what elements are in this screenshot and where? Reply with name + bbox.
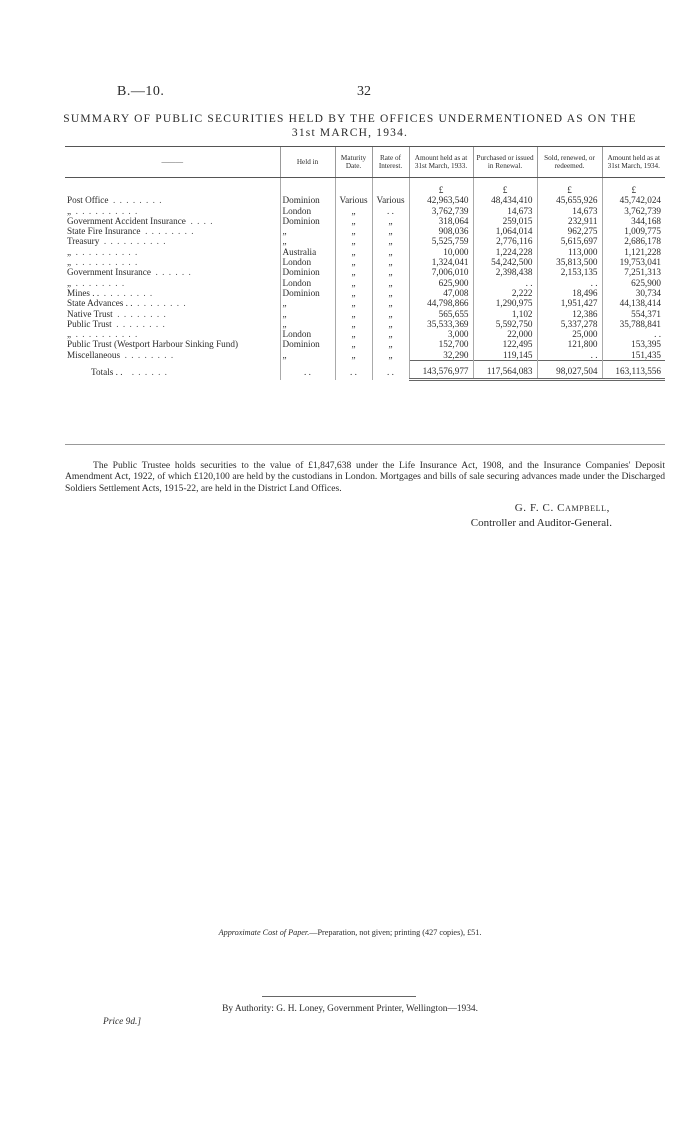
office-name: State Advances . . [67,298,133,309]
totals-label: Totals . . [91,366,123,377]
office-name: Treasury [67,236,100,247]
rate-cell: „ [372,257,409,267]
table-row [65,329,665,339]
held-in-cell: London [280,206,335,216]
table-row [65,309,665,319]
office-cell [65,216,280,226]
purchased-cell: . . [473,278,537,288]
header-rate-of-interest: Rate of Interest. [372,147,409,178]
table-row [65,288,665,298]
rate-cell: „ [372,236,409,246]
sold-cell: . . [537,350,602,361]
held-in-cell: „ [280,350,335,361]
office-cell [65,329,280,339]
total-sold: 98,027,504 [537,361,602,380]
held-in-cell: „ [280,298,335,308]
office-name: „ [67,205,72,216]
header-sold: Sold, renewed, or redeemed. [537,147,602,178]
rate-cell: „ [372,267,409,277]
office-cell [65,195,280,205]
maturity-cell: „ [335,236,372,246]
rate-cell: „ [372,339,409,349]
maturity-cell: „ [335,257,372,267]
purchased-cell: 122,495 [473,339,537,349]
sold-cell: 18,496 [537,288,602,298]
maturity-cell: „ [335,329,372,339]
cost-label: Approximate Cost of Paper. [218,928,310,937]
rate-cell: „ [372,309,409,319]
held-1934-cell: 19,753,041 [602,257,665,267]
held-in-cell: Dominion [280,195,335,205]
office-name: State Fire Insurance [67,226,141,237]
held-1933-cell: 3,000 [409,329,473,339]
held-1933-cell: 35,533,369 [409,319,473,329]
sold-cell: 962,275 [537,226,602,236]
held-1934-cell: . . [602,329,665,339]
held-1933-cell: 5,525,759 [409,236,473,246]
sold-cell: 5,615,697 [537,236,602,246]
maturity-cell: „ [335,247,372,257]
office-name: Mines . . [67,287,100,298]
leader-dots: . . . . . . . . [116,318,166,329]
leader-dots: . . . . . . . . [145,226,195,237]
currency-row [65,178,665,196]
rate-cell: „ [372,247,409,257]
held-1933-cell: 152,700 [409,339,473,349]
sold-cell: 14,673 [537,206,602,216]
held-1934-cell: 3,762,739 [602,206,665,216]
maturity-cell: „ [335,339,372,349]
office-cell [65,350,280,361]
office-cell [65,206,280,216]
held-in-cell: Dominion [280,288,335,298]
held-in-cell: London [280,278,335,288]
document-reference: B.—10. [117,84,165,99]
held-1933-cell: 318,064 [409,216,473,226]
office-name: Miscellaneous [67,350,121,360]
table-row [65,226,665,236]
header-office: ——— [65,147,280,178]
held-1933-cell: 7,006,010 [409,267,473,277]
held-1933-cell: 10,000 [409,247,473,257]
held-1933-cell: 32,290 [409,350,473,361]
leader-dots: . . . . . . . . [137,298,187,309]
office-cell [65,298,280,308]
purchased-cell: 1,224,228 [473,247,537,257]
sold-cell: . . [537,278,602,288]
table-title-line2: 31st MARCH, 1934. [291,127,409,139]
purchased-cell: 119,145 [473,350,537,361]
held-1934-cell: 44,138,414 [602,298,665,308]
table-bottom-rule [65,444,665,445]
header-amount-held-1934: Amount held as at 31st March, 1934. [602,147,665,178]
leader-dots: . . . . . . [155,267,192,278]
sold-cell: 35,813,500 [537,257,602,267]
office-name: „ [67,246,72,257]
held-in-cell: „ [280,226,335,236]
maturity-cell: „ [335,319,372,329]
leader-dots: . . . . . . . . . . [75,246,139,257]
maturity-cell: „ [335,226,372,236]
sold-cell: 5,337,278 [537,319,602,329]
securities-table-container [65,146,665,381]
maturity-cell: „ [335,288,372,298]
signature-title: Controller and Auditor-General. [470,517,612,529]
table-row [65,257,665,267]
held-1934-cell: 35,788,841 [602,319,665,329]
rate-cell: „ [372,350,409,361]
leader-dots: . . . . . . . . . . [103,236,167,247]
leader-dots: . . . . . . . . [75,277,126,288]
held-1934-cell: 151,435 [602,350,665,361]
totals-held-in: . . [280,361,335,380]
office-cell [65,309,280,319]
office-name: Government Accident Insurance [67,215,186,226]
table-row [65,247,665,257]
purchased-cell: 22,000 [473,329,537,339]
table-body [65,178,665,361]
sold-cell: 12,386 [537,309,602,319]
held-1934-cell: 344,168 [602,216,665,226]
leader-dots: . . . . . . . . . . [75,257,139,268]
table-row [65,298,665,308]
table-row [65,278,665,288]
office-name: „ [67,257,72,268]
office-cell [65,339,280,349]
office-cell [65,247,280,257]
page-number: 32 [357,84,371,99]
office-cell [65,226,280,236]
maturity-cell: „ [335,278,372,288]
sold-cell: 121,800 [537,339,602,349]
purchased-cell: 1,064,014 [473,226,537,236]
held-1934-cell: 625,900 [602,278,665,288]
held-1933-cell: 565,655 [409,309,473,319]
table-row [65,350,665,361]
table-row [65,319,665,329]
securities-table [65,146,665,381]
leader-dots: . . . . . . . . [103,287,154,298]
rate-cell: „ [372,319,409,329]
sold-cell: 45,655,926 [537,195,602,205]
rate-cell: „ [372,278,409,288]
held-1933-cell: 47,008 [409,288,473,298]
rate-cell: „ [372,288,409,298]
printer-rule [262,996,416,997]
sold-cell: 232,911 [537,216,602,226]
leader-dots: . . . . . . . . [113,195,163,206]
maturity-cell: „ [335,298,372,308]
table-row [65,267,665,277]
header-maturity-date: Maturity Date. [335,147,372,178]
maturity-cell: „ [335,206,372,216]
held-1934-cell: 2,686,178 [602,236,665,246]
office-cell [65,288,280,298]
maturity-cell: „ [335,216,372,226]
currency-symbol: £ [602,178,665,196]
header-amount-held-1933: Amount held as at 31st March, 1933. [409,147,473,178]
leader-dots: . . . . . . . . [124,350,175,360]
held-1934-cell: 1,121,228 [602,247,665,257]
held-1934-cell: 7,251,313 [602,267,665,277]
leader-dots: . . . . . . . . [117,308,167,319]
held-in-cell: Dominion [280,267,335,277]
held-in-cell: Australia [280,247,335,257]
held-1933-cell: 625,900 [409,278,473,288]
printer-imprint: By Authority: G. H. Loney, Government Printer, Wellington—1934. [222,1004,478,1014]
sold-cell: 113,000 [537,247,602,257]
totals-row [65,361,665,380]
leader-dots: . . . . [190,215,214,226]
table-header-row [65,147,665,178]
held-in-cell: „ [280,319,335,329]
purchased-cell: 2,222 [473,288,537,298]
held-1933-cell: 3,762,739 [409,206,473,216]
totals-maturity: . . [335,361,372,380]
rate-cell: „ [372,226,409,236]
office-cell [65,236,280,246]
rate-cell: „ [372,329,409,339]
office-name: Government Insurance [67,267,151,278]
office-cell [65,319,280,329]
purchased-cell: 14,673 [473,206,537,216]
office-name: Public Trust (Westport Harbour Sinking Fund) [67,339,239,350]
held-1933-cell: 44,798,866 [409,298,473,308]
rate-cell: „ [372,216,409,226]
table-title-line1: SUMMARY OF PUBLIC SECURITIES HELD BY THE OFFICES UNDERMENTIONED AS ON THE [63,113,637,125]
held-1933-cell: 1,324,041 [409,257,473,267]
totals-rate: . . [372,361,409,380]
office-name: Post Office [67,195,109,206]
maturity-cell: „ [335,350,372,361]
cost-text: —Preparation, not given; printing (427 copies), £51. [309,928,482,937]
held-1934-cell: 153,395 [602,339,665,349]
cost-of-paper-note [0,928,700,937]
currency-symbol: £ [473,178,537,196]
held-1934-cell: 30,734 [602,288,665,298]
held-in-cell: London [280,329,335,339]
held-1933-cell: 908,036 [409,226,473,236]
signature-name: G. F. C. Campbell, [514,502,610,514]
purchased-cell: 1,102 [473,309,537,319]
price-label: Price 9d.] [103,1017,142,1027]
totals-dots: . . . . . . [131,366,168,377]
held-1933-cell: 42,963,540 [409,195,473,205]
maturity-cell: „ [335,267,372,277]
maturity-cell: „ [335,309,372,319]
office-name: „ [67,277,72,288]
leader-dots: . . . . . . . . . . [75,329,139,340]
total-held-1933: 143,576,977 [409,361,473,380]
sold-cell: 25,000 [537,329,602,339]
purchased-cell: 2,776,116 [473,236,537,246]
sold-cell: 2,153,135 [537,267,602,277]
totals-label-cell [65,361,280,380]
table-row [65,195,665,205]
purchased-cell: 1,290,975 [473,298,537,308]
footnote-paragraph: The Public Trustee holds securities to the value of £1,847,638 under the Life Insurance Act, 1908, and the Insurance Companies' Deposit Amendment Act, 1922, of which £120,100 are held by the custodians in London. Mortgages and bills of sale securing advances made under the Discharged Soldiers Settlement Acts, 1915-22, are held in the District Land Offices. [65,460,665,494]
header-purchased: Purchased or issued in Renewal. [473,147,537,178]
purchased-cell: 54,242,500 [473,257,537,267]
office-name: „ [67,329,72,340]
office-name: Public Trust [67,318,112,329]
table-row [65,236,665,246]
rate-cell: „ [372,298,409,308]
held-in-cell: „ [280,309,335,319]
leader-dots: . . . . . . . . . . [75,205,139,216]
held-in-cell: Dominion [280,216,335,226]
table-row [65,216,665,226]
rate-cell: . . [372,206,409,216]
total-held-1934: 163,113,556 [602,361,665,380]
purchased-cell: 48,434,410 [473,195,537,205]
currency-symbol: £ [537,178,602,196]
held-1934-cell: 1,009,775 [602,226,665,236]
header-held-in: Held in [280,147,335,178]
rate-cell: Various [372,195,409,205]
office-cell [65,267,280,277]
held-1934-cell: 554,371 [602,309,665,319]
purchased-cell: 5,592,750 [473,319,537,329]
sold-cell: 1,951,427 [537,298,602,308]
purchased-cell: 2,398,438 [473,267,537,277]
held-in-cell: „ [280,236,335,246]
table-row [65,206,665,216]
office-cell [65,257,280,267]
currency-symbol: £ [409,178,473,196]
maturity-cell: Various [335,195,372,205]
table-row [65,339,665,349]
total-purchased: 117,564,083 [473,361,537,380]
held-1934-cell: 45,742,024 [602,195,665,205]
held-in-cell: London [280,257,335,267]
purchased-cell: 259,015 [473,216,537,226]
office-cell [65,278,280,288]
office-name: Native Trust [67,308,113,319]
held-in-cell: Dominion [280,339,335,349]
